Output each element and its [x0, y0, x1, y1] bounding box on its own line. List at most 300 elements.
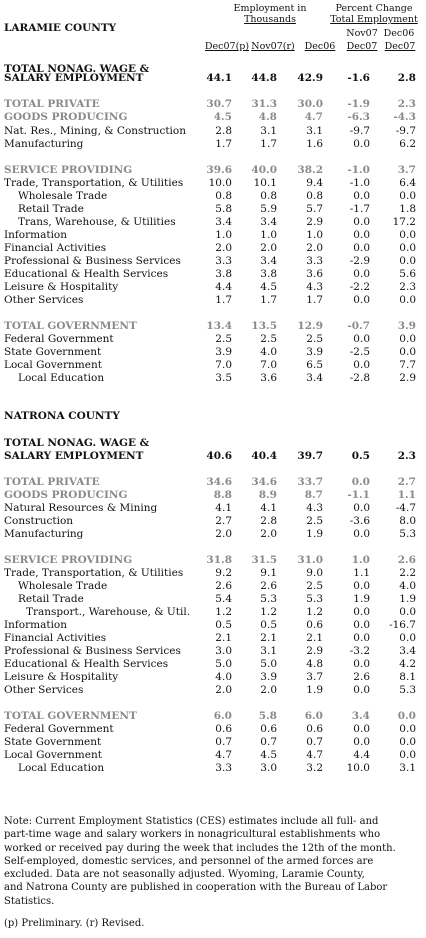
row-label: TOTAL GOVERNMENT [4, 710, 137, 722]
cell-col-5: 17.2 [392, 216, 416, 228]
pct-sub-b: Dec06 [383, 28, 415, 39]
cell-col-5: 0.0 [399, 736, 416, 748]
row-label: Nat. Res., Mining, & Construction [4, 125, 186, 137]
cell-col-1: 2.5 [215, 333, 232, 345]
row-label: Other Services [4, 294, 84, 306]
note-line: worked or received pay during the week that includes the 12th of the month. [4, 842, 396, 854]
cell-col-2: 31.5 [251, 554, 277, 566]
cell-col-5: 2.3 [397, 98, 416, 110]
cell-col-4: 0.0 [353, 229, 370, 241]
cell-col-2: 2.0 [260, 242, 277, 254]
cell-col-5: 4.0 [399, 580, 416, 592]
table-row [4, 320, 420, 333]
row-label: GOODS PRODUCING [4, 489, 128, 501]
col-header-4: Dec07 [346, 41, 378, 52]
cell-col-3: 9.0 [306, 567, 323, 579]
cell-col-4: 0.0 [353, 268, 370, 280]
table-row [4, 281, 420, 294]
note-line: Self-employed, domestic services, and personnel of the armed forces are [4, 855, 374, 867]
pct-sub-a: Nov07 [346, 28, 378, 39]
cell-col-3: 9.4 [306, 177, 323, 189]
cell-col-4: -3.2 [349, 645, 370, 657]
cell-col-3: 6.5 [306, 359, 323, 371]
table-row [4, 268, 420, 281]
cell-col-4: 4.4 [353, 749, 370, 761]
row-label: SALARY EMPLOYMENT [4, 72, 144, 84]
cell-col-4: 1.0 [351, 554, 370, 566]
cell-col-4: 0.0 [353, 502, 370, 514]
table-row [4, 190, 420, 203]
row-label: Local Education [18, 762, 105, 774]
cell-col-5: 0.0 [399, 190, 416, 202]
table-row [4, 528, 420, 541]
cell-col-4: 1.1 [353, 567, 370, 579]
cell-col-2: 0.6 [260, 723, 277, 735]
cell-col-1: 1.0 [215, 229, 232, 241]
cell-col-4: 0.0 [353, 723, 370, 735]
note-line: excluded. Data are not seasonally adjusted. Wyoming, Laramie County, [4, 869, 365, 881]
table-row [4, 359, 420, 372]
cell-col-3: 3.9 [306, 346, 323, 358]
cell-col-1: 2.0 [215, 242, 232, 254]
cell-col-2: 4.5 [260, 281, 277, 293]
cell-col-1: 3.3 [215, 762, 232, 774]
cell-col-3: 0.6 [306, 723, 323, 735]
cell-col-3: 3.1 [306, 125, 323, 137]
cell-col-3: 42.9 [297, 72, 323, 84]
cell-col-1: 10.0 [208, 177, 232, 189]
table-row [4, 294, 420, 307]
row-label: Professional & Business Services [4, 645, 181, 657]
table-row [4, 489, 420, 502]
table-row [4, 229, 420, 242]
cell-col-5: 0.0 [399, 229, 416, 241]
row-label: State Government [4, 346, 102, 358]
cell-col-1: 3.4 [215, 216, 232, 228]
row-label: Educational & Health Services [4, 268, 169, 280]
row-label: Manufacturing [4, 138, 84, 150]
table-row [4, 619, 420, 632]
cell-col-2: 1.2 [260, 606, 277, 618]
table-row [4, 333, 420, 346]
row-label: Manufacturing [4, 528, 84, 540]
row-label: Wholesale Trade [18, 190, 108, 202]
cell-col-2: 9.1 [260, 567, 277, 579]
cell-col-2: 3.8 [260, 268, 277, 280]
cell-col-4: 0.0 [353, 216, 370, 228]
cell-col-2: 5.9 [260, 203, 277, 215]
cell-col-5: -9.7 [395, 125, 416, 137]
cell-col-5: 5.6 [399, 268, 416, 280]
employment-group-header [226, 3, 314, 25]
table-row [4, 346, 420, 359]
cell-col-3: 2.1 [306, 632, 323, 644]
cell-col-4: 0.0 [351, 476, 370, 488]
table-row [4, 98, 420, 111]
row-label: SALARY EMPLOYMENT [4, 450, 144, 462]
row-label: Other Services [4, 684, 84, 696]
cell-col-2: 5.3 [260, 593, 277, 605]
cell-col-4: -1.0 [347, 164, 370, 176]
cell-col-5: 3.1 [399, 762, 416, 774]
cell-col-1: 4.1 [215, 502, 232, 514]
cell-col-1: 0.7 [215, 736, 232, 748]
row-label: Leisure & Hospitality [4, 281, 119, 293]
cell-col-5: -4.3 [393, 111, 416, 123]
cell-col-5: 3.9 [397, 320, 416, 332]
cell-col-3: 3.7 [306, 671, 323, 683]
cell-col-4: -1.7 [349, 203, 370, 215]
cell-col-5: 0.0 [399, 606, 416, 618]
cell-col-2: 4.5 [260, 749, 277, 761]
cell-col-1: 2.1 [215, 632, 232, 644]
cell-col-1: 3.9 [215, 346, 232, 358]
cell-col-1: 2.7 [215, 515, 232, 527]
cell-col-4: 0.0 [353, 333, 370, 345]
row-label: Construction [4, 515, 74, 527]
table-row [4, 684, 420, 697]
cell-col-2: 3.1 [260, 125, 277, 137]
cell-col-1: 2.0 [215, 528, 232, 540]
cell-col-1: 13.4 [206, 320, 232, 332]
cell-col-4: -6.3 [347, 111, 370, 123]
pct-change-line2: Total Employment [330, 14, 418, 25]
cell-col-1: 6.0 [213, 710, 232, 722]
row-label: SERVICE PROVIDING [4, 554, 133, 566]
pct-change-line1: Percent Change [335, 3, 413, 14]
cell-col-2: 3.4 [260, 216, 277, 228]
cell-col-4: 10.0 [346, 762, 370, 774]
cell-col-2: 2.8 [260, 515, 277, 527]
cell-col-1: 1.7 [215, 294, 232, 306]
table-row [4, 111, 420, 124]
cell-col-4: -2.5 [349, 346, 370, 358]
cell-col-3: 31.0 [297, 554, 323, 566]
cell-col-3: 0.6 [306, 619, 323, 631]
table-row [4, 515, 420, 528]
footnote [4, 815, 424, 908]
table-row [4, 138, 420, 151]
cell-col-4: 0.0 [353, 580, 370, 592]
cell-col-2: 0.7 [260, 736, 277, 748]
row-label: Wholesale Trade [18, 580, 108, 592]
cell-col-2: 2.0 [260, 528, 277, 540]
row-label: SERVICE PROVIDING [4, 164, 133, 176]
cell-col-1: 2.8 [215, 125, 232, 137]
cell-col-5: 8.0 [399, 515, 416, 527]
cell-col-4: -1.0 [349, 177, 370, 189]
cell-col-4: -3.6 [349, 515, 370, 527]
cell-col-2: 3.1 [260, 645, 277, 657]
cell-col-1: 40.6 [206, 450, 232, 462]
row-label: Natural Resources & Mining [4, 502, 158, 514]
cell-col-3: 2.5 [306, 515, 323, 527]
cell-col-2: 5.8 [258, 710, 277, 722]
cell-col-5: 4.2 [399, 658, 416, 670]
cell-col-4: 0.0 [353, 736, 370, 748]
cell-col-2: 2.6 [260, 580, 277, 592]
cell-col-3: 1.2 [306, 606, 323, 618]
table-row [4, 606, 420, 619]
cell-col-1: 30.7 [206, 98, 232, 110]
cell-col-4: -9.7 [349, 125, 370, 137]
cell-col-4: 0.0 [353, 619, 370, 631]
natrona-county-title: NATRONA COUNTY [4, 410, 120, 422]
cell-col-5: 0.0 [399, 632, 416, 644]
cell-col-5: 6.4 [399, 177, 416, 189]
cell-col-5: 2.3 [399, 281, 416, 293]
row-label: TOTAL PRIVATE [4, 476, 100, 488]
cell-col-4: 0.0 [353, 632, 370, 644]
cell-col-1: 4.4 [215, 281, 232, 293]
cell-col-2: 34.6 [251, 476, 277, 488]
cell-col-3: 3.2 [306, 762, 323, 774]
cell-col-1: 3.0 [215, 645, 232, 657]
cell-col-4: 0.0 [353, 138, 370, 150]
cell-col-3: 0.8 [306, 190, 323, 202]
cell-col-5: -16.7 [389, 619, 416, 631]
table-row [4, 203, 420, 216]
table-row [4, 177, 420, 190]
row-label: Educational & Health Services [4, 658, 169, 670]
cell-col-1: 1.2 [215, 606, 232, 618]
cell-col-4: -2.9 [349, 255, 370, 267]
cell-col-3: 6.0 [304, 710, 323, 722]
cell-col-1: 0.5 [215, 619, 232, 631]
cell-col-3: 8.7 [304, 489, 323, 501]
cell-col-4: 2.6 [353, 671, 370, 683]
cell-col-5: 2.8 [397, 72, 416, 84]
cell-col-3: 33.7 [297, 476, 323, 488]
cell-col-2: 1.0 [260, 229, 277, 241]
table-row [4, 502, 420, 515]
cell-col-3: 2.0 [306, 242, 323, 254]
employment-group-line1: Employment in [233, 3, 307, 14]
row-label: Trade, Transportation, & Utilities [4, 177, 184, 189]
row-label: Federal Government [4, 333, 114, 345]
cell-col-5: 0.0 [399, 242, 416, 254]
cell-col-2: 8.9 [258, 489, 277, 501]
cell-col-1: 2.0 [215, 684, 232, 696]
cell-col-3: 2.9 [306, 645, 323, 657]
row-label: Trade, Transportation, & Utilities [4, 567, 184, 579]
cell-col-4: -1.6 [347, 72, 370, 84]
cell-col-1: 0.6 [215, 723, 232, 735]
row-label: Information [4, 619, 68, 631]
cell-col-4: 0.0 [353, 294, 370, 306]
row-label: GOODS PRODUCING [4, 111, 128, 123]
cell-col-2: 44.8 [251, 72, 277, 84]
cell-col-4: 3.4 [351, 710, 370, 722]
table-row [4, 749, 420, 762]
cell-col-3: 4.8 [306, 658, 323, 670]
cell-col-5: 3.7 [397, 164, 416, 176]
cell-col-3: 1.6 [306, 138, 323, 150]
cell-col-4: -2.2 [349, 281, 370, 293]
cell-col-2: 3.0 [260, 762, 277, 774]
row-label: Leisure & Hospitality [4, 671, 119, 683]
cell-col-3: 39.7 [297, 450, 323, 462]
cell-col-5: 1.8 [399, 203, 416, 215]
cell-col-1: 44.1 [206, 72, 232, 84]
cell-col-1: 34.6 [206, 476, 232, 488]
cell-col-4: -0.7 [347, 320, 370, 332]
cell-col-5: 0.0 [399, 294, 416, 306]
cell-col-3: 5.7 [306, 203, 323, 215]
table-row [4, 567, 420, 580]
cell-col-5: 2.6 [397, 554, 416, 566]
table-row [4, 658, 420, 671]
cell-col-1: 7.0 [215, 359, 232, 371]
cell-col-1: 4.0 [215, 671, 232, 683]
row-label: TOTAL NONAG. WAGE & [4, 437, 150, 449]
table-row [4, 580, 420, 593]
cell-col-4: -1.9 [347, 98, 370, 110]
table-row [4, 645, 420, 658]
cell-col-2: 13.5 [251, 320, 277, 332]
cell-col-5: 2.2 [399, 567, 416, 579]
cell-col-5: -4.7 [395, 502, 416, 514]
row-label: Retail Trade [18, 203, 84, 215]
cell-col-3: 30.0 [297, 98, 323, 110]
cell-col-5: 0.0 [399, 333, 416, 345]
table-row [4, 437, 420, 450]
cell-col-1: 1.7 [215, 138, 232, 150]
cell-col-2: 0.8 [260, 190, 277, 202]
cell-col-4: 0.0 [353, 359, 370, 371]
cell-col-3: 2.5 [306, 333, 323, 345]
cell-col-2: 2.5 [260, 333, 277, 345]
table-row [4, 164, 420, 177]
table-row [4, 723, 420, 736]
employment-group-line2: Thousands [244, 14, 296, 25]
cell-col-3: 5.3 [306, 593, 323, 605]
cell-col-1: 5.8 [215, 203, 232, 215]
cell-col-5: 2.9 [399, 372, 416, 384]
cell-col-1: 5.4 [215, 593, 232, 605]
cell-col-2: 3.4 [260, 255, 277, 267]
cell-col-5: 8.1 [399, 671, 416, 683]
row-label: Financial Activities [4, 242, 107, 254]
cell-col-2: 4.1 [260, 502, 277, 514]
cell-col-4: 0.0 [353, 658, 370, 670]
cell-col-3: 4.7 [306, 749, 323, 761]
cell-col-5: 6.2 [399, 138, 416, 150]
revision-legend: (p) Preliminary. (r) Revised. [4, 918, 145, 929]
table-row [4, 476, 420, 489]
cell-col-3: 12.9 [297, 320, 323, 332]
table-row [4, 372, 420, 385]
cell-col-5: 0.0 [399, 255, 416, 267]
cell-col-5: 5.3 [399, 684, 416, 696]
cell-col-3: 1.9 [306, 528, 323, 540]
cell-col-5: 3.4 [399, 645, 416, 657]
cell-col-4: -1.1 [347, 489, 370, 501]
cell-col-2: 0.5 [260, 619, 277, 631]
cell-col-4: 0.0 [353, 190, 370, 202]
cell-col-2: 31.3 [251, 98, 277, 110]
cell-col-1: 39.6 [206, 164, 232, 176]
cell-col-2: 4.0 [260, 346, 277, 358]
cell-col-4: 0.0 [353, 684, 370, 696]
cell-col-3: 0.7 [306, 736, 323, 748]
cell-col-4: 0.0 [353, 606, 370, 618]
cell-col-3: 3.4 [306, 372, 323, 384]
cell-col-1: 4.5 [213, 111, 232, 123]
row-label: Retail Trade [18, 593, 84, 605]
cell-col-1: 3.3 [215, 255, 232, 267]
table-row [4, 554, 420, 567]
table-row [4, 762, 420, 775]
col-header-1: Dec07(p) [204, 41, 250, 52]
note-line: part-time wage and salary workers in nonagricultural establishments who [4, 829, 381, 841]
cell-col-4: 0.5 [351, 450, 370, 462]
cell-col-2: 10.1 [253, 177, 277, 189]
cell-col-1: 0.8 [215, 190, 232, 202]
row-label: Professional & Business Services [4, 255, 181, 267]
row-label: Federal Government [4, 723, 114, 735]
table-row [4, 632, 420, 645]
cell-col-3: 4.3 [306, 502, 323, 514]
cell-col-1: 8.8 [213, 489, 232, 501]
cell-col-5: 0.0 [397, 710, 416, 722]
cell-col-3: 3.3 [306, 255, 323, 267]
cell-col-1: 31.8 [206, 554, 232, 566]
cell-col-3: 4.3 [306, 281, 323, 293]
row-label: TOTAL PRIVATE [4, 98, 100, 110]
row-label: Transport., Warehouse, & Util. [26, 606, 191, 618]
cell-col-5: 7.7 [399, 359, 416, 371]
note-line: and Natrona County are published in cooperation with the Bureau of Labor [4, 882, 388, 894]
cell-col-2: 40.4 [251, 450, 277, 462]
table-row [4, 242, 420, 255]
note-line: Statistics. [4, 895, 55, 907]
table-row [4, 216, 420, 229]
cell-col-1: 3.8 [215, 268, 232, 280]
cell-col-5: 5.3 [399, 528, 416, 540]
cell-col-2: 40.0 [251, 164, 277, 176]
row-label: Financial Activities [4, 632, 107, 644]
cell-col-2: 2.1 [260, 632, 277, 644]
cell-col-5: 2.3 [397, 450, 416, 462]
cell-col-2: 5.0 [260, 658, 277, 670]
table-row [4, 710, 420, 723]
cell-col-1: 3.5 [215, 372, 232, 384]
row-label: Information [4, 229, 68, 241]
cell-col-4: 0.0 [353, 528, 370, 540]
laramie-county-title: LARAMIE COUNTY [4, 22, 117, 34]
table-row [4, 125, 420, 138]
table-row [4, 255, 420, 268]
cell-col-2: 2.0 [260, 684, 277, 696]
row-label: Local Government [4, 359, 102, 371]
cell-col-4: 0.0 [353, 242, 370, 254]
col-header-5: Dec07 [384, 41, 416, 52]
cell-col-2: 3.6 [260, 372, 277, 384]
cell-col-2: 4.8 [258, 111, 277, 123]
cell-col-2: 3.9 [260, 671, 277, 683]
table-row [4, 593, 420, 606]
cell-col-3: 1.9 [306, 684, 323, 696]
row-label: TOTAL GOVERNMENT [4, 320, 137, 332]
table-row [4, 450, 420, 463]
cell-col-5: 0.0 [399, 723, 416, 735]
cell-col-1: 4.7 [215, 749, 232, 761]
note-line: Note: Current Employment Statistics (CES) estimates include all full- and [4, 816, 379, 827]
cell-col-1: 2.6 [215, 580, 232, 592]
cell-col-1: 9.2 [215, 567, 232, 579]
row-label: Trans, Warehouse, & Utilities [18, 216, 176, 228]
